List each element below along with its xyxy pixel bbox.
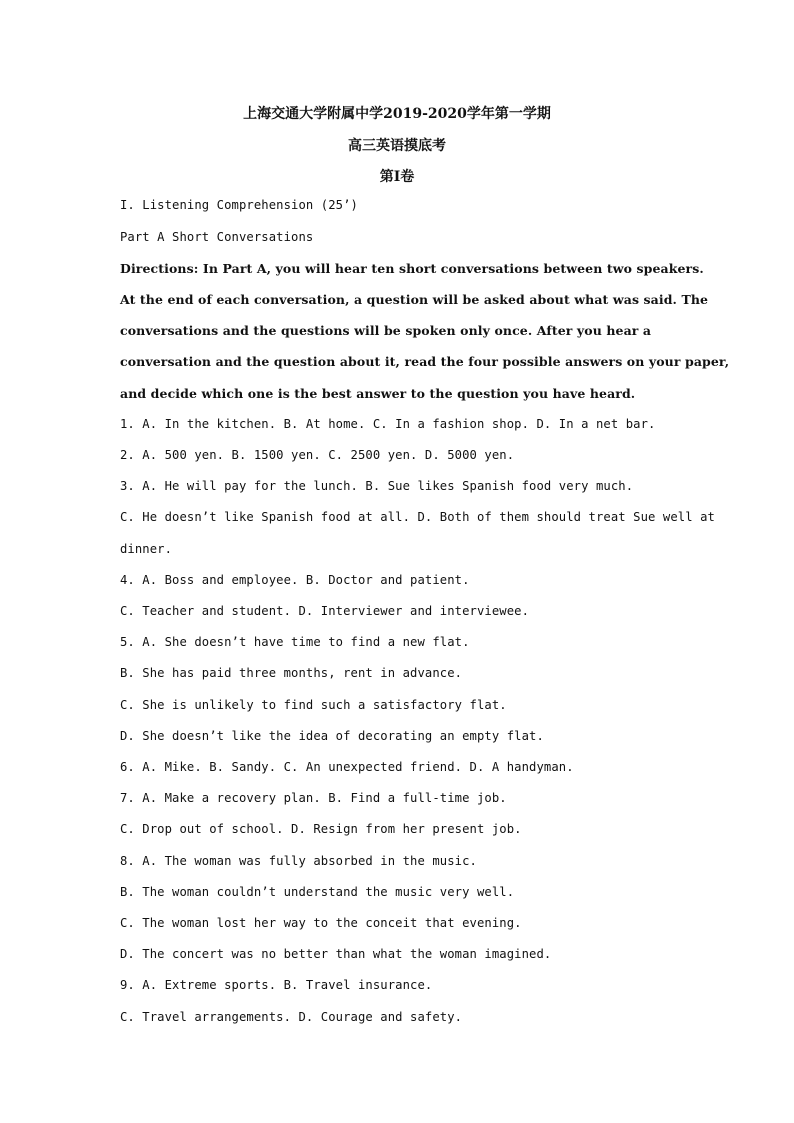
question-line: C. She is unlikely to find such a satisfactory flat. [120, 698, 507, 712]
question-line: 4. A. Boss and employee. B. Doctor and patient. [120, 573, 470, 587]
question-line: 3. A. He will pay for the lunch. B. Sue likes Spanish food very much. [120, 479, 634, 493]
question-line: C. He doesn’t like Spanish food at all. D. Both of them should treat Sue well at [120, 510, 715, 524]
volume-title: 第I卷 [379, 169, 415, 185]
directions-line: At the end of each conversation, a question will be asked about what was said. The [120, 292, 709, 307]
question-line: 1. A. In the kitchen. B. At home. C. In a fashion shop. D. In a net bar. [120, 417, 656, 431]
question-line: 5. A. She doesn’t have time to find a new flat. [120, 635, 470, 649]
question-line: 7. A. Make a recovery plan. B. Find a full-time job. [120, 791, 507, 805]
section-heading: I. Listening Comprehension (25’) [120, 198, 358, 212]
question-line: B. The woman couldn’t understand the music very well. [120, 885, 515, 899]
question-line: 8. A. The woman was fully absorbed in the music. [120, 854, 477, 868]
exam-title: 高三英语摸底考 [348, 138, 446, 154]
question-line: C. Teacher and student. D. Interviewer and interviewee. [120, 604, 530, 618]
question-line: 6. A. Mike. B. Sandy. C. An unexpected friend. D. A handyman. [120, 760, 574, 774]
directions-line: and decide which one is the best answer to the question you have heard. [120, 386, 636, 401]
question-line: 2. A. 500 yen. B. 1500 yen. C. 2500 yen. D. 5000 yen. [120, 448, 515, 462]
part-heading: Part A Short Conversations [120, 230, 314, 244]
school-title: 上海交通大学附属中学2019-2020学年第一学期 [243, 106, 551, 122]
question-line: C. The woman lost her way to the conceit that evening. [120, 916, 522, 930]
question-line: 9. A. Extreme sports. B. Travel insurance. [120, 978, 433, 992]
directions-line: Directions: In Part A, you will hear ten short conversations between two speakers. [120, 261, 704, 276]
question-line: C. Drop out of school. D. Resign from her present job. [120, 822, 522, 836]
question-line: C. Travel arrangements. D. Courage and safety. [120, 1010, 463, 1024]
question-line: D. The concert was no better than what the woman imagined. [120, 947, 552, 961]
directions-line: conversation and the question about it, read the four possible answers on your paper, [120, 354, 730, 369]
question-line: D. She doesn’t like the idea of decorating an empty flat. [120, 729, 544, 743]
question-line: dinner. [120, 542, 173, 556]
directions-line: conversations and the questions will be spoken only once. After you hear a [120, 323, 652, 338]
question-line: B. She has paid three months, rent in advance. [120, 666, 463, 680]
